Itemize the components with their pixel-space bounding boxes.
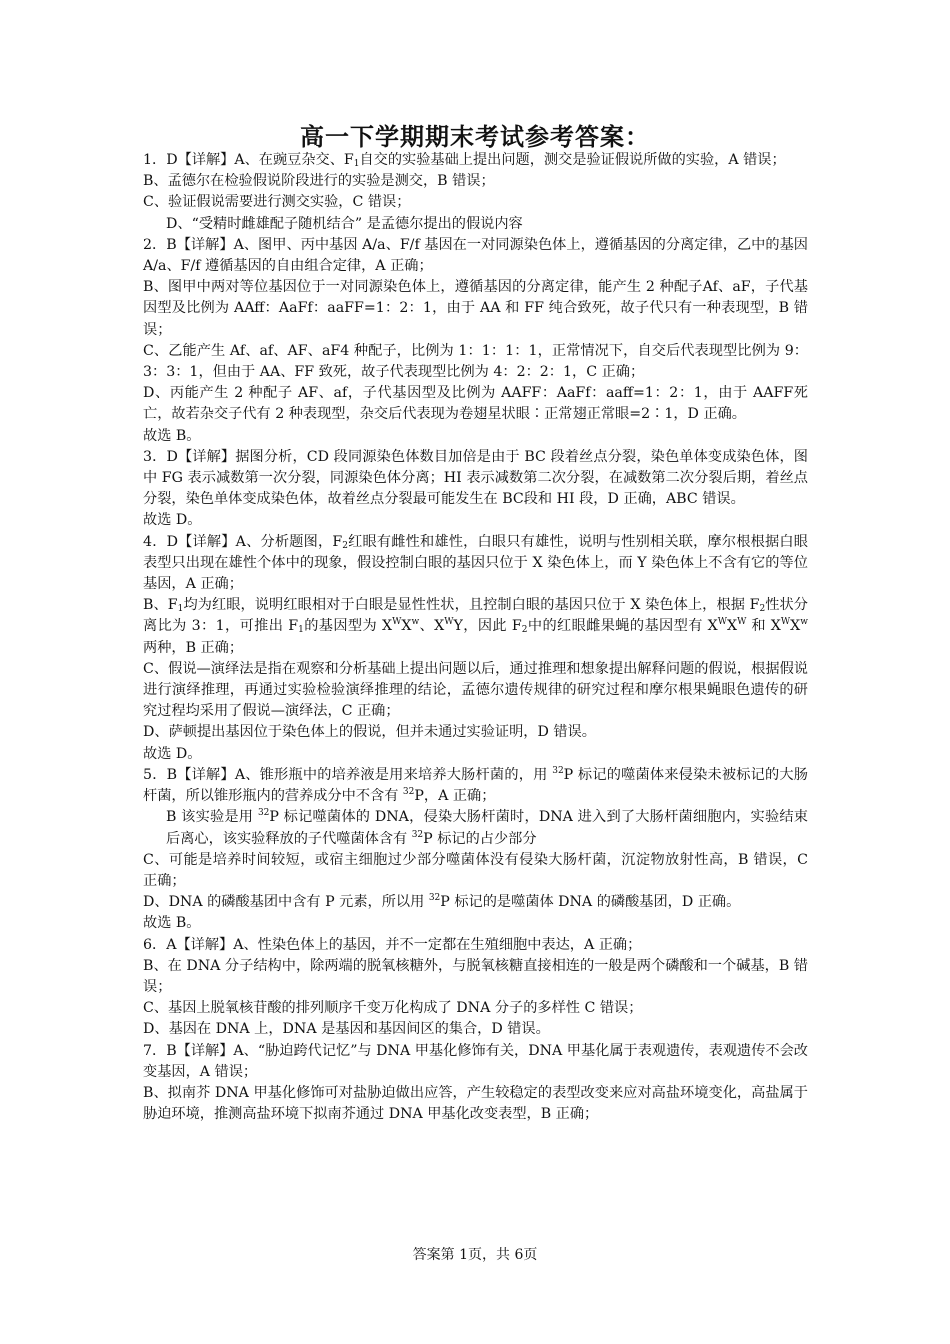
answer-paragraph: 故选 B。 — [143, 915, 201, 932]
answer-paragraph: C、基因上脱氧核苷酸的排列顺序千变万化构成了 DNA 分子的多样性 C 错误； — [143, 1000, 643, 1017]
answer-paragraph: C、验证假说需要进行测交实验，C 错误； — [143, 194, 411, 211]
answer-paragraph: B、孟德尔在检验假说阶段进行的实验是测交，B 错误； — [143, 173, 495, 190]
answer-paragraph: 1．D【详解】A、在豌豆杂交、$F_1$自交的实验基础上提出问题，测交是验证假说所做的实验，A 错误； — [143, 152, 786, 169]
answer-paragraph: C、假说—演绎法是指在观察和分析基础上提出问题以后，通过推理和想象提出解释问题的假说，根据假说进行演绎推理，再通过实验检验演绎推理的结论，孟德尔遗传规律的研究过程和摩尔根果蝇眼色遗传的研究过程均采用了假说—演绎法，C 正确； — [143, 660, 808, 720]
answer-paragraph: D、萨顿提出基因位于染色体上的假说，但并未通过实验证明，D 错误。 — [143, 724, 596, 741]
answer-paragraph: 故选 B。 — [143, 427, 201, 444]
answer-paragraph: 4．D【详解】A、分析题图，$F_2$红眼有雌性和雄性，白眼只有雄性，说明与性别相关联，摩尔根根据白眼表型只出现在雄性个体中的现象，假设控制白眼的基因只位于 X 染色体上，而 Y 染色体上不含有它的等位基因，A 正确； — [143, 533, 808, 593]
page-footer: 答案第 1页，共 6页 — [412, 1247, 538, 1263]
answer-paragraph: D、“受精时雌雄配子随机结合” 是孟德尔提出的假说内容 — [166, 215, 523, 232]
answer-paragraph: D、DNA 的磷酸基团中含有 P 元素，所以用 $^{32}$P 标记的是噬菌体 DNA 的磷酸基团，D 正确。 — [143, 893, 741, 911]
answer-paragraph: C、可能是培养时间较短，或宿主细胞过少部分噬菌体没有侵染大肠杆菌，沉淀物放射性高，B 错误，C 正确； — [143, 851, 808, 889]
answer-body — [143, 150, 808, 1125]
answer-paragraph: D、基因在 DNA 上，DNA 是基因和基因间区的集合，D 错误。 — [143, 1021, 550, 1038]
answer-paragraph: B 该实验是用 $^{32}$P 标记噬菌体的 DNA，侵染大肠杆菌时，DNA 进入到了大肠杆菌细胞内，实验结束后离心，该实验释放的子代噬菌体含有 $^{32}$P 标记的占少部分 — [166, 808, 808, 847]
page-title: 高一下学期期末考试参考答案： — [300, 123, 650, 151]
answer-paragraph: B、拟南芥 DNA 甲基化修饰可对盐胁迫做出应答，产生较稳定的表型改变来应对高盐环境变化，高盐属于胁迫环境，推测高盐环境下拟南芥通过 DNA 甲基化改变表型，B 正确； — [143, 1084, 808, 1123]
answer-paragraph: D、丙能产生 2 种配子 AF、af，子代基因型及比例为 AAFF：AaFf：aaff=1：2：1，由于 AAFF死亡，故若杂交子代有 2 种表现型，杂交后代表现为卷翅星状眼∶正常翅正常眼=2∶1，D 正确。 — [143, 385, 808, 423]
answer-paragraph: 5．B【详解】A、锥形瓶中的培养液是用来培养大肠杆菌的，用 $^{32}$P 标记的噬菌体来侵染未被标记的大肠杆菌，所以锥形瓶内的营养成分中不含有 $^{32}$P，A 正确； — [143, 765, 808, 805]
answer-paragraph: 故选 D。 — [143, 745, 202, 762]
answer-paragraph: 7．B【详解】A、“胁迫跨代记忆”与 DNA 甲基化修饰有关，DNA 甲基化属于表观遗传，表观遗传不会改变基因，A 错误； — [143, 1042, 808, 1080]
answer-paragraph: B、$F_1$均为红眼，说明红眼相对于白眼是显性性状，且控制白眼的基因只位于 X 染色体上，根据 $F_2$性状分离比为 3：1，可推出 $F_1$的基因型为 $X^WX^w$、$X^WY$，因此 $F_2$中的红眼雌果蝇的基因型有 $X^WX^W$ 和 $X^WX^w$ 两种，B 正确； — [143, 597, 808, 656]
answer-paragraph: 2．B【详解】A、图甲、丙中基因 A/a、F/f 基因在一对同源染色体上，遵循基因的分离定律，乙中的基因 A/a、F/f 遵循基因的自由组合定律，A 正确； — [143, 236, 808, 275]
answer-paragraph: B、在 DNA 分子结构中，除两端的脱氧核糖外，与脱氧核糖直接相连的一般是两个磷酸和一个碱基，B 错误； — [143, 957, 808, 995]
answer-paragraph: B、图甲中两对等位基因位于一对同源染色体上，遵循基因的分离定律，能产生 2 种配子Af、aF，子代基因型及比例为 AAff：AaFf：aaFF=1：2：1，由于 AA 和 FF 纯合致死，故子代只有一种表现型，B 错误； — [143, 279, 808, 338]
answer-paragraph: C、乙能产生 Af、af、AF、aF4 种配子，比例为 1：1：1：1，正常情况下，自交后代表现型比例为 9：3：3：1，但由于 AA、FF 致死，故子代表现型比例为 4：2：2：1，C 正确； — [143, 342, 808, 381]
answer-paragraph: 6．A【详解】A、性染色体上的基因，并不一定都在生殖细胞中表达，A 正确； — [143, 936, 642, 953]
answer-paragraph: 3．D【详解】据图分析，CD 段同源染色体数目加倍是由于 BC 段着丝点分裂，染色单体变成染色体，图中 FG 表示减数第一次分裂，同源染色体分离；HI 表示减数第二次分裂，在减数第二次分裂后期，着丝点分裂，染色单体变成染色体，故着丝点分裂最可能发生在 BC段和 HI 段，D 正确，ABC 错误。 — [143, 448, 808, 508]
answer-paragraph: 故选 D。 — [143, 512, 202, 529]
